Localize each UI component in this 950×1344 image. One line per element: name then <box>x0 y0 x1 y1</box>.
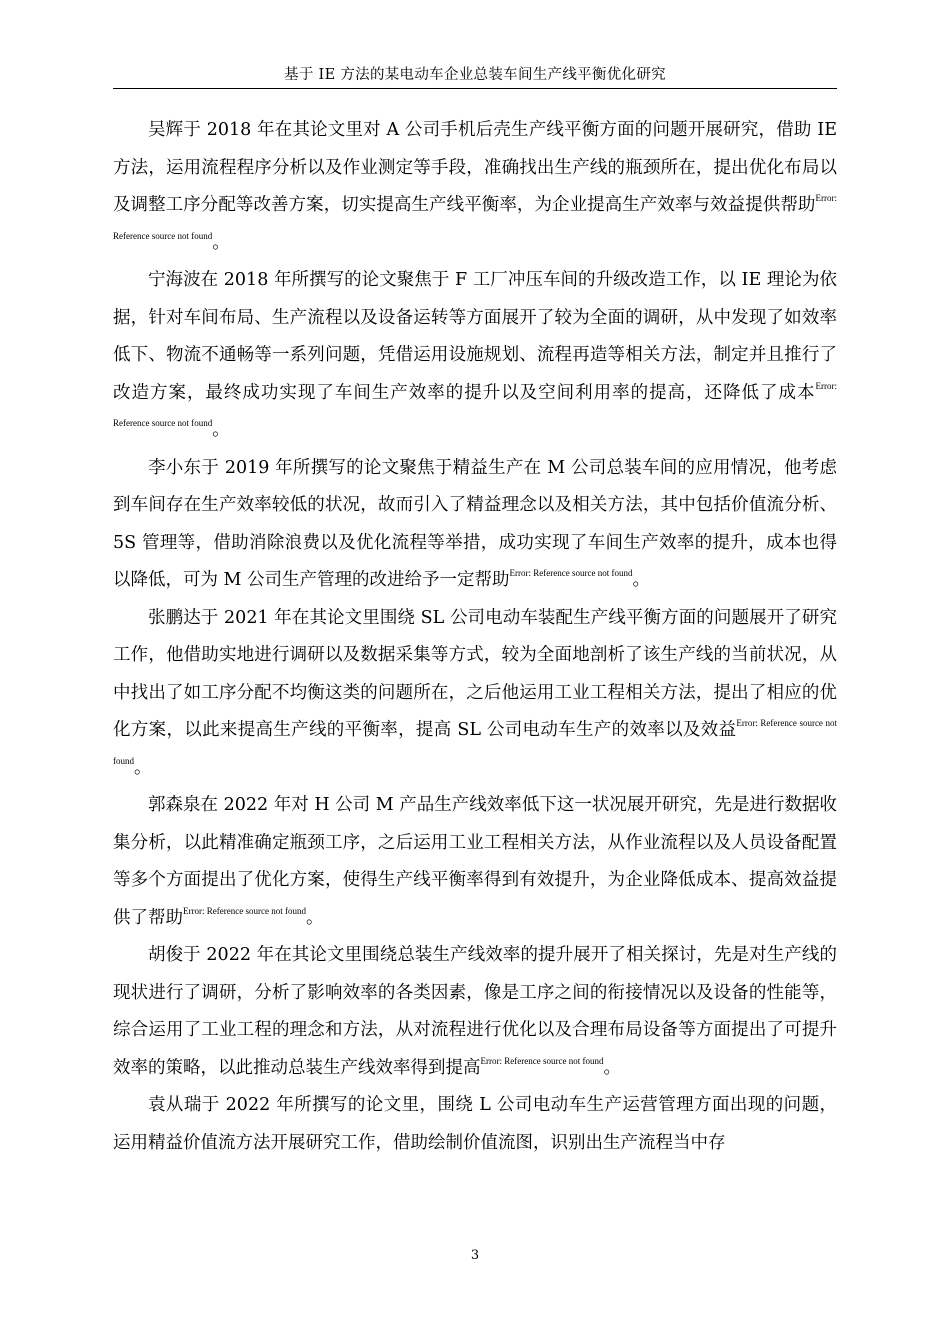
page-header-title: 基于 IE 方法的某电动车企业总装车间生产线平衡优化研究 <box>284 67 666 83</box>
paragraph-li-xiaodong <box>113 450 837 600</box>
paragraph-text: 吴辉于 2018 年在其论文里对 A 公司手机后壳生产线平衡方面的问题开展研究，借助 IE 方法，运用流程程序分析以及作业测定等手段，准确找出生产线的瓶颈所在，提出优化布局以及调整工序分配等改善方案，切实提高生产线平衡率，为企业提高生产效率与效益提供帮助 <box>113 120 837 215</box>
paragraph-ning-haibo <box>113 262 837 450</box>
citation-error: Error: Reference source not found <box>113 380 837 428</box>
paragraph-wu-hui <box>113 112 837 262</box>
sentence-end: 。 <box>212 420 230 440</box>
sentence-end: 。 <box>134 757 152 778</box>
sentence-end: 。 <box>632 570 650 590</box>
paragraph-zhang-pengda <box>113 600 837 788</box>
citation-error: Error: Reference source not found <box>183 905 306 916</box>
paragraph-yuan-congrui <box>113 1087 837 1162</box>
body-text <box>113 112 837 1162</box>
page-number: 3 <box>470 1248 480 1263</box>
paragraph-text: 李小东于 2019 年所撰写的论文聚焦于精益生产在 M 公司总装车间的应用情况，他考虑到车间存在生产效率较低的状况，故而引入了精益理念以及相关方法，其中包括价值流分析、5S 管理等，借助消除浪费以及优化流程等举措，成功实现了车间生产效率的提升，成本也得以降低，可为 M 公司生产管理的改进给予一定帮助 <box>113 457 837 590</box>
citation-error: Error: Reference source not found <box>113 718 837 766</box>
paragraph-text: 郭森泉在 2022 年对 H 公司 M 产品生产线效率低下这一状况展开研究，先是进行数据收集分析，以此精准确定瓶颈工序，之后运用工业工程相关方法，从作业流程以及人员设备配置等多个方面提出了优化方案，使得生产线平衡率得到有效提升，为企业降低成本、提高效益提供了帮助 <box>113 795 837 928</box>
sentence-end: 。 <box>305 907 324 928</box>
paragraph-text: 胡俊于 2022 年在其论文里围绕总装生产线效率的提升展开了相关探讨，先是对生产线的现状进行了调研，分析了影响效率的各类因素，像是工序之间的衔接情况以及设备的性能等，综合运用了工业工程的理念和方法，从对流程进行优化以及合理布局设备等方面提出了可提升效率的策略，以此推动总装生产线效率得到提高 <box>113 945 837 1078</box>
citation-error: Error: Reference source not found <box>509 568 633 578</box>
header-divider <box>113 88 837 89</box>
citation-error: Error: Reference source not found <box>480 1055 604 1066</box>
paragraph-hu-jun <box>113 937 837 1087</box>
sentence-end: 。 <box>212 232 230 253</box>
paragraph-text: 宁海波在 2018 年所撰写的论文聚焦于 F 工厂冲压车间的升级改造工作，以 IE 理论为依据，针对车间布局、生产流程以及设备运转等方面展开了较为全面的调研，从中发现了如效率低下、物流不通畅等一系列问题，凭借运用设施规划、流程再造等相关方法，制定并且推行了改造方案，最终成功实现了车间生产效率的提升以及空间利用率的提高，还降低了成本 <box>113 270 837 403</box>
sentence-end: 。 <box>603 1057 621 1078</box>
paragraph-text: 张鹏达于 2021 年在其论文里围绕 SL 公司电动车装配生产线平衡方面的问题展开了研究工作，他借助实地进行调研以及数据采集等方式，较为全面地剖析了该生产线的当前状况，从中找出了如工序分配不均衡这类的问题所在，之后他运用工业工程相关方法，提出了相应的优化方案，以此来提高生产线的平衡率，提高 SL 公司电动车生产的效率以及效益 <box>113 607 837 740</box>
citation-error: Error: Reference source not found <box>113 193 837 241</box>
paragraph-text: 袁从瑞于 2022 年所撰写的论文里，围绕 L 公司电动车生产运营管理方面出现的问题，运用精益价值流方法开展研究工作，借助绘制价值流图，识别出生产流程当中存 <box>113 1095 837 1153</box>
paragraph-guo-senquan <box>113 787 837 937</box>
